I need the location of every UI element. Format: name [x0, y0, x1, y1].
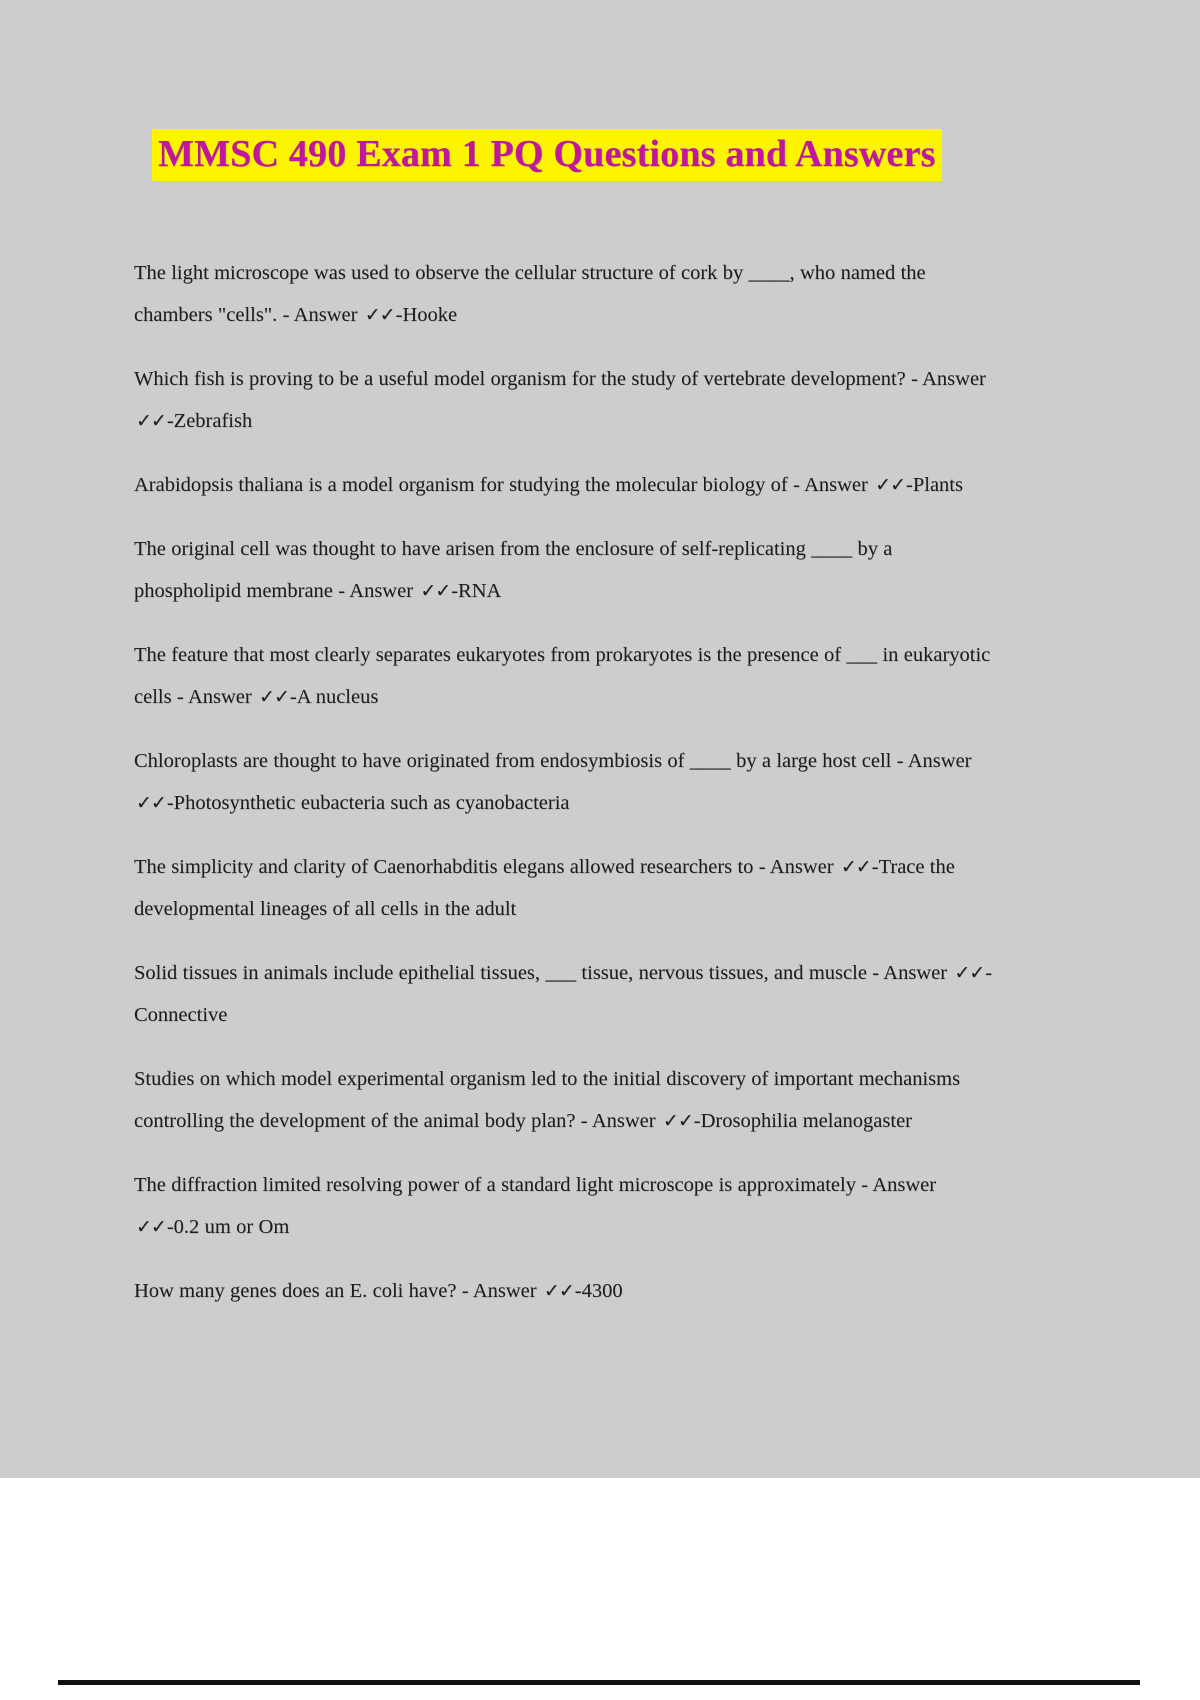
qa-item — [134, 740, 1000, 824]
qa-answer-dash: - — [166, 1216, 174, 1238]
qa-answer-text: 0.2 um or Om — [173, 1216, 290, 1238]
qa-question-text: The feature that most clearly separates eukaryotes from prokaryotes is the presence of ___ in eukaryotic cells — [134, 644, 991, 708]
qa-answer-label: Answer — [922, 368, 986, 390]
qa-answer-text: Hooke — [402, 304, 458, 326]
qa-answer-label: Answer — [293, 304, 358, 326]
qa-separator: - — [855, 1174, 873, 1196]
qa-answer-dash: - — [451, 580, 459, 602]
qa-separator: - — [332, 580, 350, 602]
qa-answer-text: Connective — [134, 1004, 228, 1026]
bottom-horizontal-rule — [58, 1680, 1140, 1685]
qa-answer-label: Answer — [187, 686, 252, 708]
qa-answer-dash: - — [395, 304, 403, 326]
double-checkmark-icon: ✓✓ — [136, 1216, 166, 1238]
qa-item — [134, 528, 1000, 612]
qa-separator: - — [787, 474, 805, 496]
double-checkmark-icon: ✓✓ — [136, 410, 166, 432]
double-checkmark-icon: ✓✓ — [840, 856, 871, 878]
qa-answer-label: Answer — [349, 580, 414, 602]
qa-answer-text: Plants — [912, 474, 963, 496]
page-title-container — [152, 131, 992, 179]
qa-answer-label: Answer — [591, 1110, 656, 1132]
double-checkmark-icon: ✓✓ — [420, 580, 451, 602]
qa-separator: - — [866, 962, 884, 984]
qa-question-text: Studies on which model experimental organism led to the initial discovery of important mechanisms controlling the development of the animal body plan? — [134, 1068, 961, 1132]
qa-answer-dash: - — [166, 410, 174, 432]
double-checkmark-icon: ✓✓ — [875, 474, 906, 496]
qa-item — [134, 1058, 1000, 1142]
qa-separator: - — [171, 686, 188, 708]
qa-answer-text: RNA — [458, 580, 502, 602]
double-checkmark-icon: ✓✓ — [662, 1110, 693, 1132]
qa-answer-label: Answer — [804, 474, 868, 496]
double-checkmark-icon: ✓✓ — [954, 962, 985, 984]
qa-answer-dash: - — [166, 792, 174, 814]
qa-item — [134, 1164, 1000, 1248]
qa-question-text: Chloroplasts are thought to have originated from endosymbiosis of ____ by a large host cell — [134, 750, 892, 772]
qa-answer-label: Answer — [472, 1280, 537, 1302]
qa-answer-label: Answer — [907, 750, 972, 772]
qa-question-text: How many genes does an E. coli have? — [134, 1280, 457, 1302]
qa-answer-text: Zebrafish — [173, 410, 253, 432]
page-bottom-margin — [0, 1478, 1200, 1700]
qa-separator: - — [456, 1280, 473, 1302]
qa-question-text: The simplicity and clarity of Caenorhabditis elegans allowed researchers to — [134, 856, 754, 878]
qa-answer-dash: - — [693, 1110, 701, 1132]
qa-answer-dash: - — [574, 1280, 582, 1302]
qa-question-text: The light microscope was used to observe the cellular structure of cork by ____, who named the chambers "cells". — [134, 262, 926, 326]
qa-item — [134, 952, 1000, 1036]
qa-answer-text: A nucleus — [296, 686, 379, 708]
qa-separator: - — [905, 368, 923, 390]
qa-answer-label: Answer — [769, 856, 834, 878]
qa-item — [134, 634, 1000, 718]
qa-separator: - — [753, 856, 770, 878]
qa-answer-text: 4300 — [581, 1280, 623, 1302]
qa-item — [134, 464, 1000, 506]
qa-question-text: Solid tissues in animals include epithelial tissues, ___ tissue, nervous tissues, and muscle — [134, 962, 867, 984]
qa-question-text: Arabidopsis thaliana is a model organism for studying the molecular biology of — [134, 474, 788, 496]
qa-separator: - — [277, 304, 294, 326]
qa-item — [134, 846, 1000, 930]
qa-answer-dash: - — [289, 686, 297, 708]
qa-question-text: The original cell was thought to have arisen from the enclosure of self-replicating ____ by a phospholipid membrane — [134, 538, 893, 602]
qa-item — [134, 1270, 1000, 1312]
qa-answer-text: Photosynthetic eubacteria such as cyanobacteria — [173, 792, 570, 814]
qa-answer-dash: - — [906, 474, 913, 496]
qa-answer-text: Drosophilia melanogaster — [700, 1110, 912, 1132]
qa-item — [134, 358, 1000, 442]
qa-answer-label: Answer — [883, 962, 948, 984]
qa-answer-text: Trace the developmental lineages of all cells in the adult — [134, 856, 955, 920]
qa-item — [134, 252, 1000, 336]
qa-answer-label: Answer — [872, 1174, 937, 1196]
qa-answer-dash: - — [985, 962, 993, 984]
qa-separator: - — [575, 1110, 592, 1132]
double-checkmark-icon: ✓✓ — [364, 304, 395, 326]
qa-answer-dash: - — [871, 856, 879, 878]
page-title: MMSC 490 Exam 1 PQ Questions and Answers — [152, 129, 942, 181]
double-checkmark-icon: ✓✓ — [543, 1280, 574, 1302]
double-checkmark-icon: ✓✓ — [136, 792, 166, 814]
double-checkmark-icon: ✓✓ — [259, 686, 289, 708]
question-answer-list — [134, 252, 1000, 1312]
qa-separator: - — [891, 750, 908, 772]
qa-question-text: The diffraction limited resolving power of a standard light microscope is approximately — [134, 1174, 856, 1196]
qa-question-text: Which fish is proving to be a useful model organism for the study of vertebrate development? — [134, 368, 906, 390]
